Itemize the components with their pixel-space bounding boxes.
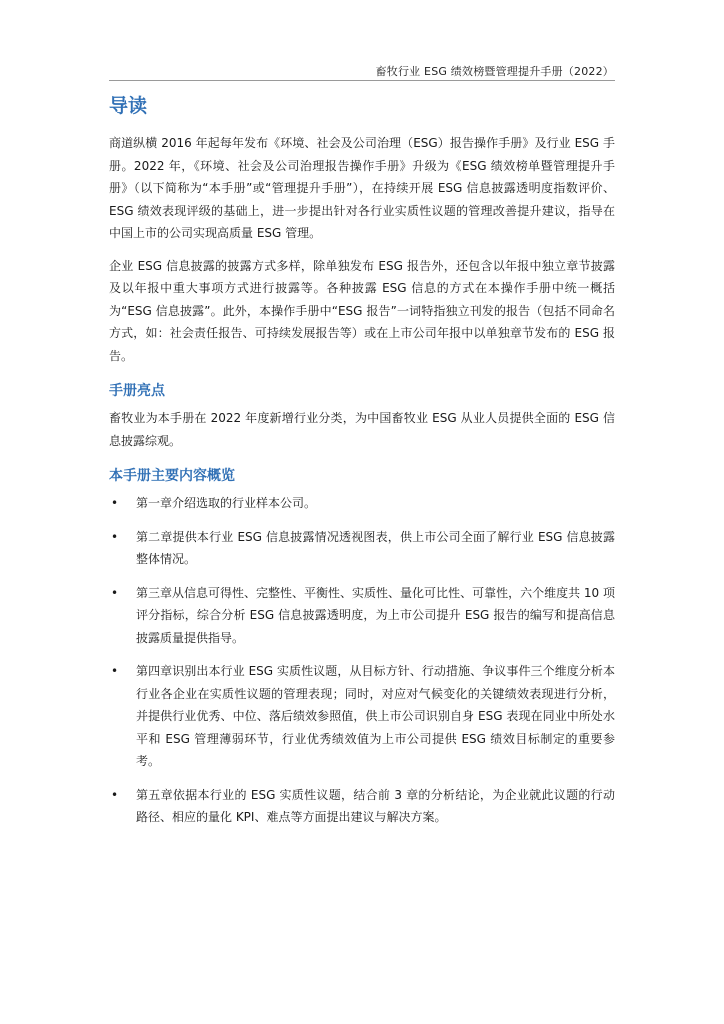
header-divider bbox=[109, 80, 615, 81]
list-item-text: 第三章从信息可得性、完整性、平衡性、实质性、量化可比性、可靠性，六个维度共 10 项评分指标，综合分析 ESG 信息披露透明度，为上市公司提升 ESG 报告的编写和提高信息披露质量提供指导。 bbox=[136, 585, 615, 645]
list-item bbox=[109, 660, 615, 773]
list-item bbox=[109, 526, 615, 571]
overview-bullet-list bbox=[109, 492, 615, 829]
list-item-text: 第二章提供本行业 ESG 信息披露情况透视图表，供上市公司全面了解行业 ESG 信息披露整体情况。 bbox=[136, 529, 615, 566]
section-heading-overview: 本手册主要内容概览 bbox=[109, 468, 235, 484]
bullet-icon: • bbox=[111, 664, 119, 678]
intro-paragraph: 商道纵横 2016 年起每年发布《环境、社会及公司治理（ESG）报告操作手册》及行业 ESG 手册。2022 年，《环境、社会及公司治理报告操作手册》升级为《ESG 绩效榜单暨管理提升手册》（以下简称为“本手册”或“管理提升手册”），在持续开展 ESG 信息披露透明度指数评价、ESG 绩效表现评级的基础上，进一步提出针对各行业实质性议题的管理改善提升建议，指导在中国上市的公司实现高质量 ESG 管理。 bbox=[109, 136, 615, 240]
list-item-text: 第一章介绍选取的行业样本公司。 bbox=[136, 496, 317, 510]
list-item bbox=[109, 784, 615, 829]
section-heading-highlights: 手册亮点 bbox=[109, 383, 165, 399]
bullet-icon: • bbox=[111, 496, 119, 510]
list-item bbox=[109, 582, 615, 650]
section-title-intro: 导读 bbox=[109, 95, 148, 117]
bullet-icon: • bbox=[111, 585, 119, 600]
list-item-text: 第五章依据本行业的 ESG 实质性议题，结合前 3 章的分析结论，为企业就此议题的行动路径、相应的量化 KPI、难点等方面提出建议与解决方案。 bbox=[136, 787, 615, 824]
intro-paragraph: 企业 ESG 信息披露的披露方式多样，除单独发布 ESG 报告外，还包含以年报中独立章节披露及以年报中重大事项方式进行披露等。各种披露 ESG 信息的方式在本操作手册中统一概括为“ESG 信息披露”。此外，本操作手册中“ESG 报告”一词特指独立刊发的报告（包括不同命名方式，如：社会责任报告、可持续发展报告等）或在上市公司年报中以单独章节发布的 ESG 报告。 bbox=[109, 258, 615, 363]
bullet-icon: • bbox=[111, 529, 119, 544]
content-body bbox=[109, 92, 615, 840]
list-item bbox=[109, 492, 615, 515]
bullet-icon: • bbox=[111, 787, 119, 802]
list-item-text: 第四章识别出本行业 ESG 实质性议题，从目标方针、行动措施、争议事件三个维度分析本行业各企业在实质性议题的管理表现；同时，对应对气候变化的关键绩效表现进行分析，并提供行业优秀、中位、落后绩效参照值，供上市公司识别自身 ESG 表现在同业中所处水平和 ESG 管理薄弱环节，行业优秀绩效值为上市公司提供 ESG 绩效目标制定的重要参考。 bbox=[136, 664, 615, 768]
running-header: 畜牧行业 ESG 绩效榜暨管理提升手册（2022） bbox=[375, 65, 614, 78]
highlights-paragraph: 畜牧业为本手册在 2022 年度新增行业分类，为中国畜牧业 ESG 从业人员提供全面的 ESG 信息披露综观。 bbox=[109, 411, 615, 448]
